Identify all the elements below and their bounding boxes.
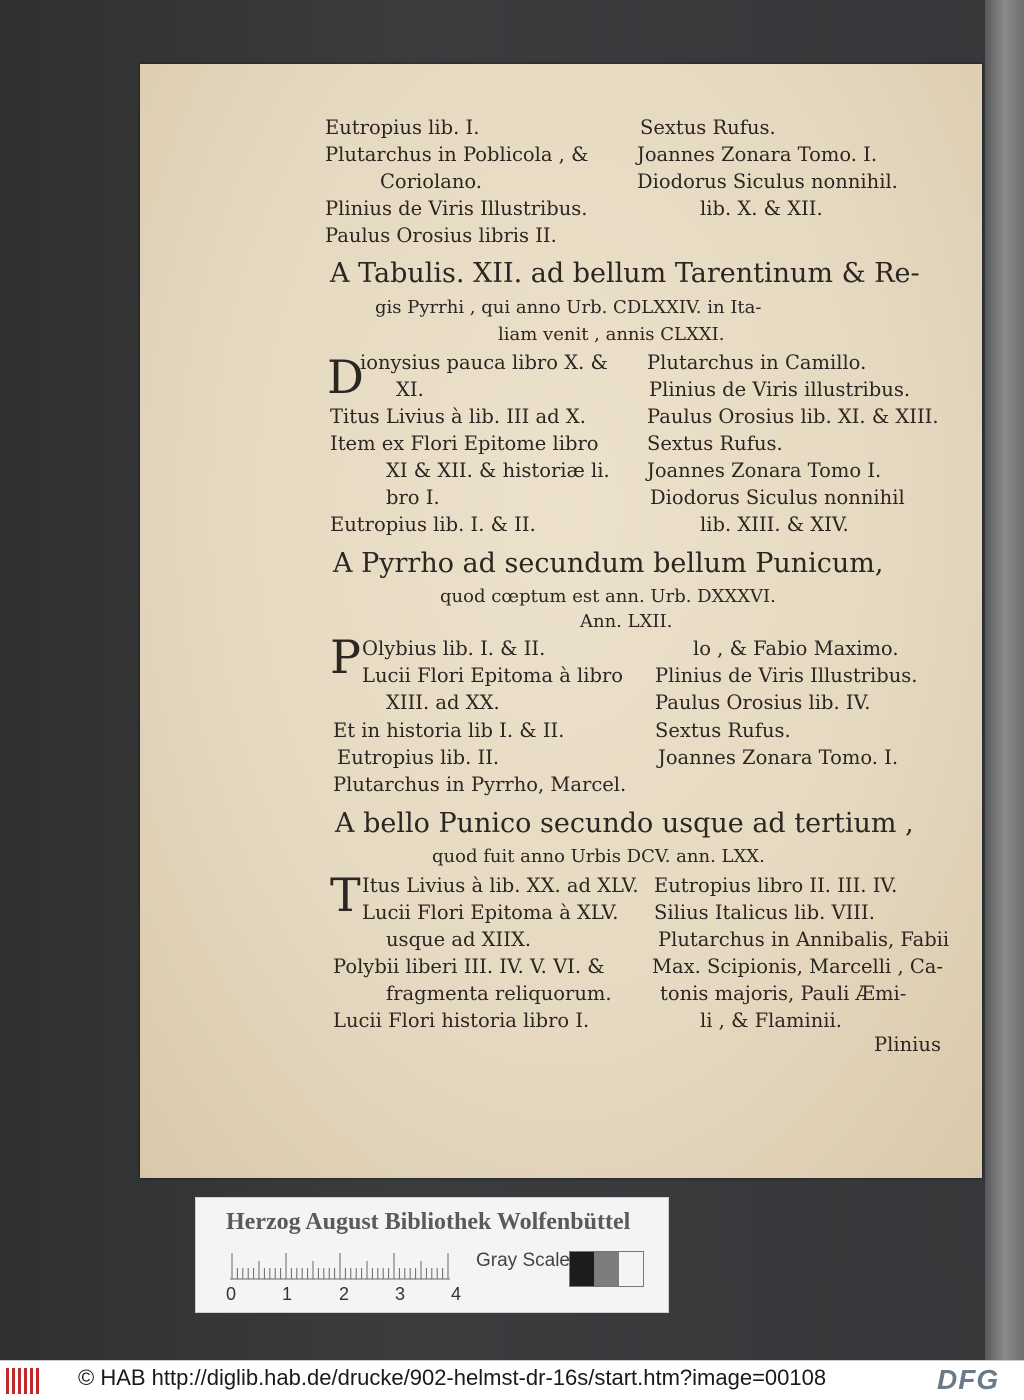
text-line: Diodorus Siculus nonnihil [650,486,905,509]
section-heading: A bello Punico secundo usque ad tertium , [335,808,914,839]
text-line: Olybius lib. I. & II. [362,637,546,660]
text-line: Plutarchus in Poblicola , & [325,143,589,166]
text-line: Joannes Zonara Tomo. I. [637,143,878,166]
text-line: Sextus Rufus. [640,116,776,139]
footer-bar [0,1360,1024,1400]
gray-swatch-light [619,1252,643,1286]
text-line: Titus Livius à lib. III ad X. [330,405,586,428]
text-line: Paulus Orosius libris II. [325,224,557,247]
text-line: Plinius de Viris Illustribus. [325,197,588,220]
text-line: Coriolano. [380,170,482,193]
text-line: Sextus Rufus. [655,719,791,742]
scanner-edge [985,0,1024,1360]
text-line: li , & Flaminii. [700,1009,842,1032]
catchword: Plinius [874,1033,941,1056]
text-line: Et in historia lib I. & II. [333,719,565,742]
text-line: Max. Scipionis, Marcelli , Ca- [652,955,943,978]
text-line: Plinius de Viris Illustribus. [655,664,918,687]
ruler-number: 3 [395,1284,406,1304]
text-line: Lucii Flori Epitoma à XLV. [362,901,619,924]
text-line: XI. [396,378,424,401]
text-line: Lucii Flori historia libro I. [333,1009,590,1032]
gray-scale-label: Gray Scale [476,1250,570,1271]
scale-target [195,1197,669,1313]
book-page [140,64,982,1178]
ruler-numbers [224,1284,464,1306]
text-line: Itus Livius à lib. XX. ad XLV. [362,874,639,897]
ruler-number: 0 [226,1284,237,1304]
hab-logo-icon [6,1368,44,1394]
text-line: bro I. [386,486,440,509]
ruler-number: 2 [339,1284,350,1304]
section-subheading: Ann. LXII. [580,611,673,632]
text-line: fragmenta reliquorum. [386,982,612,1005]
text-line: ionysius pauca libro X. & [360,351,608,374]
text-line: Sextus Rufus. [647,432,783,455]
text-line: lib. X. & XII. [700,197,823,220]
text-line: Joannes Zonara Tomo I. [647,459,882,482]
section-subheading: liam venit , annis CLXXI. [498,324,725,345]
text-line: Paulus Orosius lib. XI. & XIII. [647,405,939,428]
dfg-logo: DFG [937,1364,1000,1395]
text-line: Joannes Zonara Tomo. I. [658,746,899,769]
drop-capital: D [327,350,364,404]
text-line: XIII. ad XX. [386,691,500,714]
text-line: lo , & Fabio Maximo. [693,637,899,660]
gray-swatch-dark [570,1252,594,1286]
text-line: lib. XIII. & XIV. [700,513,849,536]
section-subheading: quod fuit anno Urbis DCV. ann. LXX. [432,846,765,867]
ruler [230,1250,450,1280]
text-line: XI & XII. & historiæ li. [386,459,610,482]
text-line: Plutarchus in Annibalis, Fabii [658,928,950,951]
text-line: Polybii liberi III. IV. V. VI. & [333,955,605,978]
section-subheading: gis Pyrrhi , qui anno Urb. CDLXXIV. in Ita- [375,297,762,318]
text-line: Silius Italicus lib. VIII. [654,901,875,924]
text-line: Paulus Orosius lib. IV. [655,691,871,714]
gray-scale-swatches [569,1251,644,1287]
drop-capital: P [330,630,361,684]
section-subheading: quod cœptum est ann. Urb. DXXXVI. [440,586,776,607]
text-line: tonis majoris, Pauli Æmi- [660,982,907,1005]
text-line: Eutropius lib. II. [337,746,500,769]
ruler-number: 1 [282,1284,293,1304]
ruler-number: 4 [451,1284,462,1304]
text-line: usque ad XIIX. [386,928,532,951]
drop-capital: T [330,868,361,922]
section-heading: A Tabulis. XII. ad bellum Tarentinum & Re- [330,258,920,289]
text-line: Diodorus Siculus nonnihil. [637,170,898,193]
target-title: Herzog August Bibliothek Wolfenbüttel [226,1209,631,1235]
text-line: Plutarchus in Camillo. [647,351,867,374]
text-line: Eutropius lib. I. & II. [330,513,536,536]
text-line: Plutarchus in Pyrrho, Marcel. [333,773,627,796]
section-heading: A Pyrrho ad secundum bellum Punicum, [333,548,884,579]
text-line: Eutropius lib. I. [325,116,480,139]
text-line: Item ex Flori Epitome libro [330,432,599,455]
footer-url[interactable]: © HAB http://diglib.hab.de/drucke/902-helmst-dr-16s/start.htm?image=00108 [78,1365,827,1390]
text-line: Lucii Flori Epitoma à libro [362,664,624,687]
text-line: Eutropius libro II. III. IV. [654,874,898,897]
text-line: Plinius de Viris illustribus. [649,378,911,401]
gray-swatch-mid [594,1252,618,1286]
